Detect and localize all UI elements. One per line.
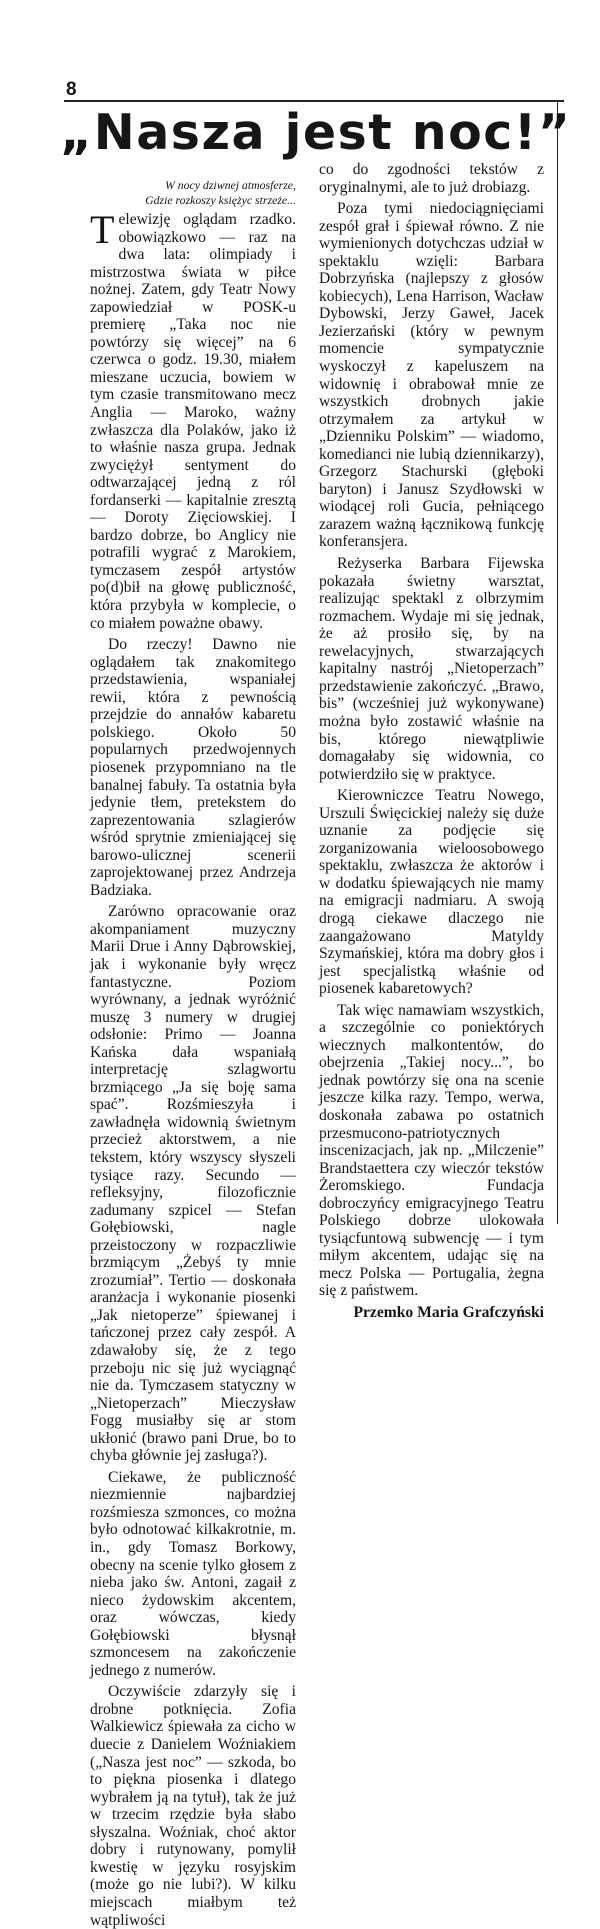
- top-rule: [64, 100, 564, 102]
- paragraph: co do zgodności tekstów z oryginalnymi, ale to już drobiazg.: [319, 161, 544, 196]
- paragraph: Zarówno opracowanie oraz akompaniament muzyczny Marii Drue i Anny Dąbrowskiej, jak i wykonanie były wręcz fantastyczne. Poziom wyrównany, a jednak wyróżnić muszę 3 numery w drugiej odsłonie: Primo — Joanna Kańska dała wspaniałą interpretację szlagwortu brzmiącego „Ja się boję sama spać”. Rozśmieszyła i zawładnęła widownią świetnym przecież aktorstwem, a nie tekstem, który wszyscy słyszeli tysiące razy. Secundo — refleksyjny, filozoficznie zadumany szpicel — Stefan Gołębiowski, nagle przeistoczony w rozpaczliwie brzmiącym „Żebyś ty mnie zrozumiał”. Tertio — doskonała aranżacja i wykonanie piosenki „Jak nietoperze” śpiewanej i tańczonej przez cały zespół. A zdawałoby się, że z tego przeboju nic się już wyciągnąć nie da. Tymczasem statyczny w „Nietoperzach” Mieczysław Fogg musiałby się ar stom ukłonić (brawo pani Drue, bo to chyba głównie jej zasługa?).: [90, 903, 296, 1465]
- right-column-rule: [557, 100, 558, 1224]
- paragraph: Ciekawe, że publiczność niezmiennie najbardziej rozśmiesza szmonces, co można było odnotować kilkakrotnie, m. in., gdy Tomasz Borkowy, obecny na scenie tylko głosem z nieba jako św. Antoni, zagaił z nieco żydowskim akcentem, oraz wówczas, kiedy Gołębiowski błysnął szmoncesem na zakończenie jednego z numerów.: [90, 1468, 296, 1679]
- paragraph: Reżyserka Barbara Fijewska pokazała świetny warsztat, realizując spektakl z olbrzymim rozmachem. Wydaje mi się jednak, że aż prosiło się, by na rewelacyjnych, stwarzających kapitalny nastrój „Nietoperzach” przedstawienie zakończyć. „Brawo, bis” (wcześniej już wykonywane) można było zostawić właśnie na bis, którego niewątpliwie domagałaby się widownia, co potwierdziło się w praktyce.: [319, 555, 544, 783]
- right-column: [319, 161, 544, 1322]
- paragraph: Poza tymi niedociągnięciami zespół grał i śpiewał równo. Z nie wymienionych dotychczas udział w spektaklu wzięli: Barbara Dobrzyńska (najlepszy z głosów kobiecych), Lena Harrison, Wacław Dybowski, Jerzy Gaweł, Jacek Jezierzański (który w pewnym momencie sympatycznie wyskoczył z kapeluszem na widownię i obrabował mnie ze wszystkich drobnych jakie otrzymałem za artykuł w „Dzienniku Polskim” — wiadomo, komedianci nie lubią dziennikarzy), Grzegorz Stachurski (głęboki baryton) i Janusz Szydłowski w wiodącej roli Gucia, pełniącego zarazem ważną łącznikową funkcję konferansjera.: [319, 200, 544, 551]
- paragraph: Oczywiście zdarzyły się i drobne potknięcia. Zofia Walkiewicz śpiewała za cicho w duecie z Danielem Woźniakiem („Nasza jest noc” — szkoda, bo to piękna piosenka i dlatego wybrałem ją na tytuł), tak że już w trzecim rzędzie była słabo słyszalna. Woźniak, choć aktor dobry i rutynowany, pomylił kwestię w języku rosyjskim (może go nie lubi?). W kilku miejscach miałbym też wątpliwości: [90, 1683, 296, 1929]
- author-signature: Przemko Maria Grafczyński: [353, 1304, 544, 1321]
- paragraph-text: elewizję oglądam rzadko. obowiązkowo — raz na dwa lata: olimpiady i mistrzostwa świata w piłce nożnej. Zatem, gdy Teatr Nowy zapowiedział w POSK-u premierę „Taka noc nie powtórzy się więcej” na 6 czerwca o godz. 19.30, miałem mieszane uczucia, bowiem w tym czasie transmitowano mecz Anglia — Maroko, ważny zwłaszcza dla Polaków, jako iż to właśnie nasza grupa. Jednak zwyciężył sentyment do odtwarzającej jedną z ról fordanserki — kapitalnie zresztą — Doroty Zięciowskiej. I bardzo dobrze, bo Anglicy nie potrafili wygrać z Marokiem, tymczasem zespół artystów po(d)bił na głowę publiczność, która przybyła w komplecie, o co miałem poważne obawy.: [90, 211, 296, 632]
- paragraph: Kierowniczce Teatru Nowego, Urszuli Święcickiej należy się duże uznanie za podjęcie się zorganizowania wieloosobowego spektaklu, zwłaszcza że aktorów i w dodatku śpiewających nie mamy na emigracji nadmiaru. A swoją drogą ciekawe dlaczego nie zaangażowano Matyldy Szymańskiej, która ma dobry głos i jest specjalistką właśnie od piosenek kabaretowych?: [319, 787, 544, 998]
- page-number: 8: [66, 79, 77, 100]
- headline: „Nasza jest noc!”: [60, 104, 572, 161]
- paragraph: Do rzeczy! Dawno nie oglądałem tak znakomitego przedstawienia, wspaniałej rewii, która z pewnością przejdzie do annałów kabaretu polskiego. Około 50 popularnych przedwojennych piosenek przypomniano na tle banalnej fabuły. Ta ostatnia była jedynie tłem, pretekstem do zaprezentowania szlagierów wśród sprytnie zmieniającej się barowo-ulicznej scenerii zaprojektowanej przez Andrzeja Badziaka.: [90, 636, 296, 899]
- left-column: [90, 178, 296, 1929]
- drop-cap: T: [90, 207, 115, 252]
- paragraph: [90, 207, 296, 632]
- epigraph-line: W nocy dziwnej atmosferze,: [164, 178, 296, 192]
- epigraph: [90, 178, 296, 208]
- epigraph-line: Gdzie rozkoszy księżyc strzeże...: [145, 193, 296, 207]
- paragraph: Tak więc namawiam wszystkich, a szczególnie co poniektórych wiecznych malkontentów, do obejrzenia „Takiej nocy...”, bo jednak powtórzy się ona na scenie jeszcze kilka razy. Tempo, werwa, doskonała zabawa po ostatnich przesmucono-patriotycznych inscenizacjach, jak np. „Milczenie” Brandstaettera czy wieczór tekstów Żeromskiego. Fundacja dobroczyńcy emigracyjnego Teatru Polskiego dobrze ulokowała tysiącfuntową subwencję — i tym miłym akcentem, udając się na mecz Polska — Portugalia, żegna się z państwem.: [319, 1001, 544, 1300]
